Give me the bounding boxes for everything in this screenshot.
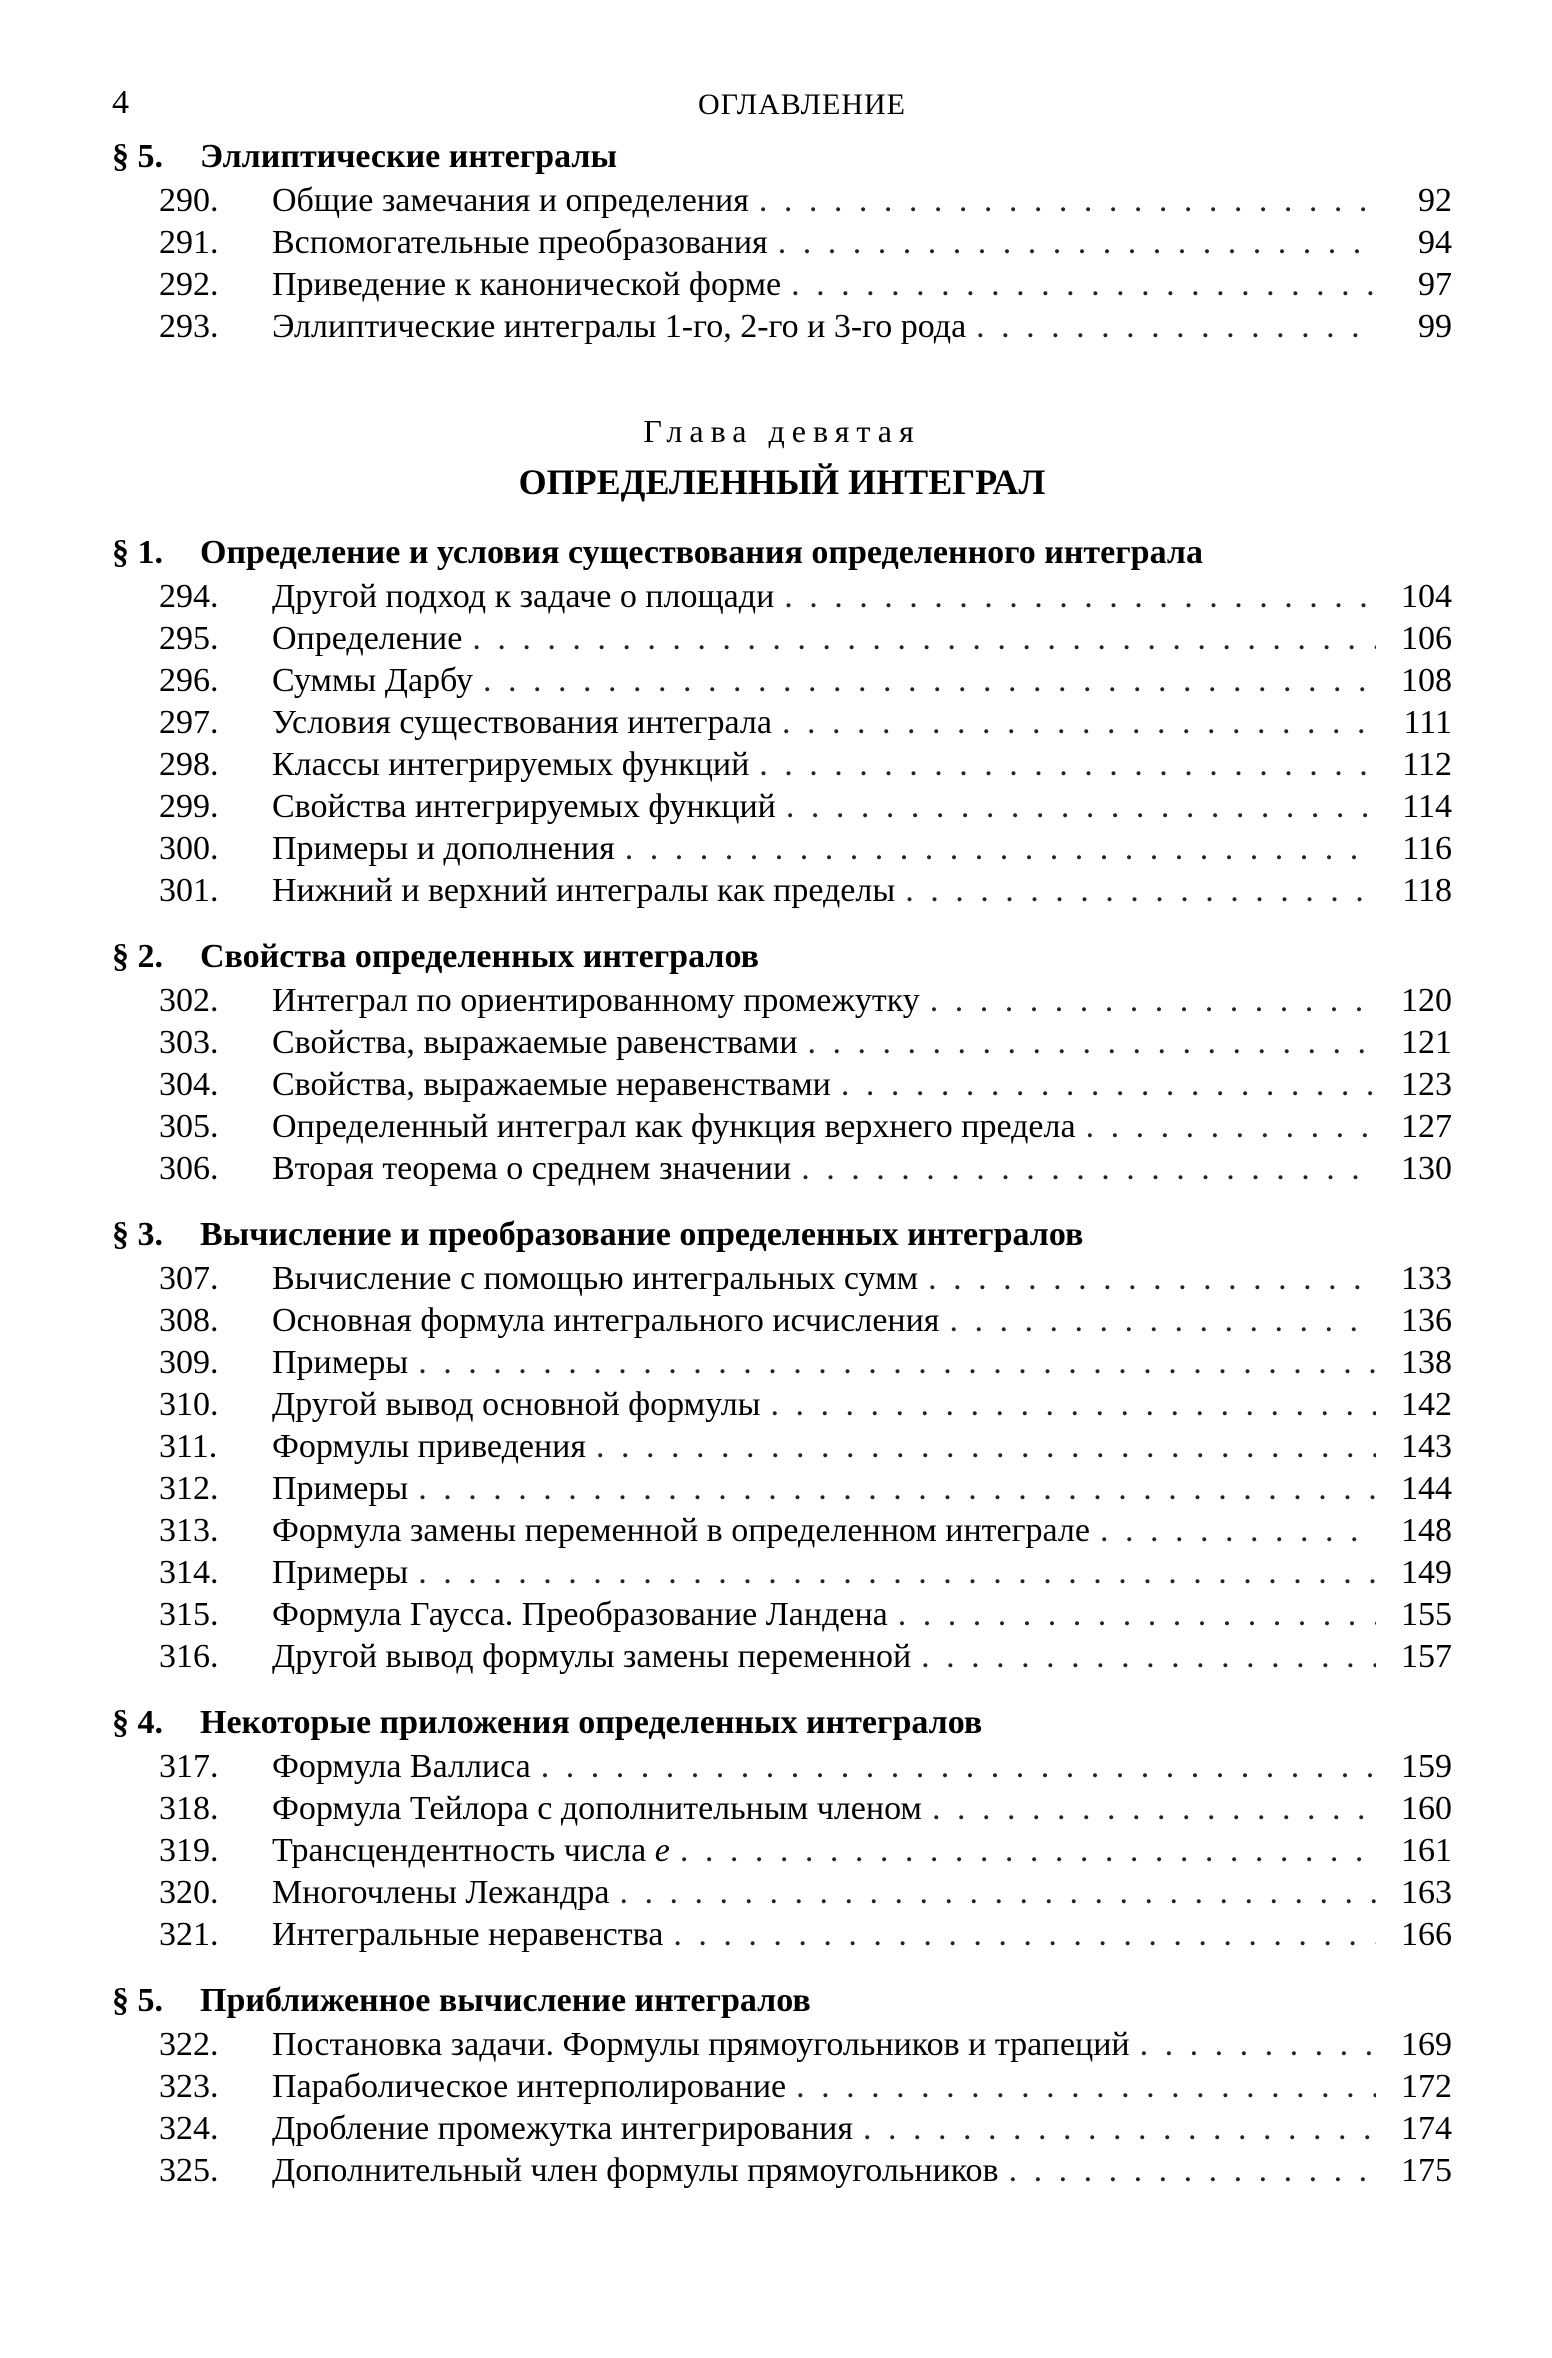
entry-title: [272, 660, 473, 702]
chapter-title: ОПРЕДЕЛЕННЫЙ ИНТЕГРАЛ: [518, 462, 1046, 502]
toc-entry[interactable]: [112, 1788, 1452, 1830]
entry-title: [272, 1148, 791, 1190]
entry-page-number: 127: [1401, 1108, 1452, 1145]
toc-entry[interactable]: [112, 222, 1452, 264]
toc-entry[interactable]: [112, 1426, 1452, 1468]
dot-leader: [759, 744, 1376, 786]
entry-title: [272, 744, 749, 786]
entry-page-number: 112: [1402, 746, 1452, 783]
sections-before-chapter: [112, 134, 1452, 348]
dot-leader: [791, 264, 1376, 306]
entry-title: [272, 1426, 586, 1468]
toc-entry[interactable]: [112, 1636, 1452, 1678]
toc-entry-list: [112, 1746, 1452, 1956]
entry-title: [272, 1022, 798, 1064]
entry-title: [272, 2024, 1130, 2066]
toc-entry[interactable]: [112, 1106, 1452, 1148]
entry-title-text: Другой вывод основной формулы: [272, 1386, 761, 1423]
section-number: § 1.: [112, 534, 163, 571]
toc-entry[interactable]: [112, 576, 1452, 618]
toc-entry[interactable]: [112, 1872, 1452, 1914]
entry-title: [272, 1342, 408, 1384]
section-heading[interactable]: [112, 530, 1452, 576]
entry-title-text: Вычисление с помощью интегральных сумм: [272, 1260, 919, 1297]
entry-page-number: 155: [1401, 1596, 1452, 1633]
entry-page-number: 160: [1401, 1790, 1452, 1827]
entry-page-number: 157: [1401, 1638, 1452, 1675]
toc-entry[interactable]: [112, 2066, 1452, 2108]
entry-title-text: Формула Валлиса: [272, 1748, 531, 1785]
entry-number: 302.: [159, 982, 219, 1019]
entry-page-number: 97: [1418, 266, 1452, 303]
entry-number: 293.: [159, 308, 219, 345]
entry-title-text: Параболическое интерполирование: [272, 2068, 787, 2105]
dot-leader: [782, 702, 1376, 744]
entry-title-italic: e: [654, 1832, 670, 1869]
dot-leader: [541, 1746, 1376, 1788]
entry-title-text: Другой вывод формулы замены переменной: [272, 1638, 912, 1675]
toc-entry-list: [112, 2024, 1452, 2192]
entry-number: 311.: [159, 1428, 218, 1465]
entry-title: [272, 786, 776, 828]
dot-leader: [472, 618, 1376, 660]
toc-entry[interactable]: [112, 1300, 1452, 1342]
toc-section: [112, 1978, 1452, 2192]
toc-section: [112, 530, 1452, 912]
toc-entry[interactable]: [112, 1148, 1452, 1190]
dot-leader: [673, 1914, 1376, 1956]
toc-entry[interactable]: [112, 306, 1452, 348]
entry-title-text: Определенный интеграл как функция верхнего предела: [272, 1108, 1076, 1145]
toc-entry[interactable]: [112, 618, 1452, 660]
dot-leader: [841, 1064, 1376, 1106]
entry-title-text: Классы интегрируемых функций: [272, 746, 750, 783]
dot-leader: [680, 1830, 1376, 1872]
entry-title: [272, 828, 615, 870]
entry-number: 314.: [159, 1554, 219, 1591]
page-number: 4: [112, 84, 129, 121]
entry-title-text: Свойства, выражаемые неравенствами: [272, 1066, 831, 1103]
section-title: Вычисление и преобразование определенных интегралов: [200, 1216, 1084, 1253]
entry-number: 306.: [159, 1150, 219, 1187]
entry-title-text: Нижний и верхний интегралы как пределы: [272, 872, 896, 909]
entry-title: [272, 306, 966, 348]
entry-page-number: 172: [1401, 2068, 1452, 2105]
toc-entry[interactable]: [112, 180, 1452, 222]
entry-page-number: 116: [1402, 830, 1452, 867]
dot-leader: [625, 828, 1376, 870]
section-number: § 2.: [112, 938, 163, 975]
toc-entry[interactable]: [112, 1342, 1452, 1384]
entry-page-number: 130: [1401, 1150, 1452, 1187]
chapter-sections: [112, 530, 1452, 2192]
entry-number: 297.: [159, 704, 219, 741]
entry-title: [272, 1914, 663, 1956]
chapter-heading: [112, 408, 1452, 510]
dot-leader: [1086, 1106, 1376, 1148]
toc-entry[interactable]: [112, 1746, 1452, 1788]
dot-leader: [921, 1636, 1376, 1678]
entry-title-text: Примеры: [272, 1344, 409, 1381]
entry-number: 292.: [159, 266, 219, 303]
dot-leader: [1100, 1510, 1376, 1552]
entry-title-text: Вторая теорема о среднем значении: [272, 1150, 792, 1187]
toc-entry[interactable]: [112, 2108, 1452, 2150]
entry-number: 296.: [159, 662, 219, 699]
entry-page-number: 159: [1401, 1748, 1452, 1785]
entry-title-text: Примеры: [272, 1554, 409, 1591]
entry-title-text: Дробление промежутка интегрирования: [272, 2110, 853, 2147]
dot-leader: [796, 2066, 1376, 2108]
dot-leader: [619, 1872, 1376, 1914]
entry-title-text: Основная формула интегрального исчисления: [272, 1302, 940, 1339]
entry-title-text: Примеры: [272, 1470, 409, 1507]
entry-number: 298.: [159, 746, 219, 783]
section-heading[interactable]: [112, 1978, 1452, 2024]
entry-title-text: Интегральные неравенства: [272, 1916, 664, 1953]
section-heading[interactable]: [112, 134, 1452, 180]
toc-section: [112, 1700, 1452, 1956]
entry-number: 318.: [159, 1790, 219, 1827]
entry-number: 325.: [159, 2152, 219, 2189]
entry-number: 300.: [159, 830, 219, 867]
toc-entry[interactable]: [112, 828, 1452, 870]
dot-leader: [928, 1258, 1376, 1300]
toc-section: [112, 1212, 1452, 1678]
entry-page-number: 106: [1401, 620, 1452, 657]
entry-title: [272, 1788, 922, 1830]
entry-title-text: Многочлены Лежандра: [272, 1874, 610, 1911]
entry-title: [272, 702, 772, 744]
entry-number: 321.: [159, 1916, 219, 1953]
entry-page-number: 118: [1402, 872, 1452, 909]
entry-page-number: 161: [1401, 1832, 1452, 1869]
entry-page-number: 166: [1401, 1916, 1452, 1953]
entry-title-text: Условия существования интеграла: [272, 704, 772, 741]
page-header: [112, 84, 1452, 134]
entry-number: 316.: [159, 1638, 219, 1675]
dot-leader: [483, 660, 1376, 702]
entry-number: 317.: [159, 1748, 219, 1785]
entry-page-number: 163: [1401, 1874, 1452, 1911]
section-title: Некоторые приложения определенных интегралов: [200, 1704, 983, 1741]
dot-leader: [905, 870, 1376, 912]
dot-leader: [949, 1300, 1376, 1342]
dot-leader: [863, 2108, 1376, 2150]
dot-leader: [786, 786, 1376, 828]
entry-title: [272, 2066, 786, 2108]
dot-leader: [932, 1788, 1376, 1830]
entry-page-number: 136: [1401, 1302, 1452, 1339]
dot-leader: [898, 1594, 1376, 1636]
entry-number: 320.: [159, 1874, 219, 1911]
entry-title-text: Формулы приведения: [272, 1428, 586, 1465]
entry-number: 308.: [159, 1302, 219, 1339]
toc-entry[interactable]: [112, 702, 1452, 744]
dot-leader: [759, 180, 1376, 222]
dot-leader: [771, 1384, 1376, 1426]
entry-number: 305.: [159, 1108, 219, 1145]
toc-entry[interactable]: [112, 1552, 1452, 1594]
entry-title-text: Дополнительный член формулы прямоугольников: [272, 2152, 999, 2189]
entry-title: [272, 264, 781, 306]
entry-page-number: 175: [1401, 2152, 1452, 2189]
section-number: § 3.: [112, 1216, 163, 1253]
toc-entry[interactable]: [112, 1064, 1452, 1106]
entry-title: [272, 222, 768, 264]
toc-page: [112, 84, 1452, 2214]
dot-leader: [1009, 2150, 1376, 2192]
dot-leader: [930, 980, 1376, 1022]
dot-leader: [778, 222, 1376, 264]
entry-page-number: 148: [1401, 1512, 1452, 1549]
toc-entry[interactable]: [112, 1468, 1452, 1510]
entry-title-text: Эллиптические интегралы 1-го, 2-го и 3-го рода: [272, 308, 967, 345]
entry-title: [272, 1830, 670, 1872]
dot-leader: [418, 1552, 1376, 1594]
entry-page-number: 111: [1403, 704, 1452, 741]
toc-entry-list: [112, 180, 1452, 348]
entry-number: 313.: [159, 1512, 219, 1549]
entry-title: [272, 1064, 831, 1106]
entry-page-number: 92: [1418, 182, 1452, 219]
entry-title-text: Приведение к канонической форме: [272, 266, 782, 303]
section-number: § 5.: [112, 138, 163, 175]
entry-page-number: 149: [1401, 1554, 1452, 1591]
entry-page-number: 121: [1401, 1024, 1452, 1061]
toc-entry-list: [112, 1258, 1452, 1678]
dot-leader: [976, 306, 1376, 348]
entry-title-text: Интеграл по ориентированному промежутку: [272, 982, 920, 1019]
section-heading[interactable]: [112, 1700, 1452, 1746]
section-title: Приближенное вычисление интегралов: [200, 1982, 811, 2019]
entry-page-number: 142: [1401, 1386, 1452, 1423]
section-heading[interactable]: [112, 1212, 1452, 1258]
entry-title: [272, 1746, 531, 1788]
entry-title-text: Общие замечания и определения: [272, 182, 749, 219]
entry-page-number: 120: [1401, 982, 1452, 1019]
section-title: Эллиптические интегралы: [200, 138, 618, 175]
entry-title: [272, 1594, 888, 1636]
entry-page-number: 104: [1401, 578, 1452, 615]
entry-number: 301.: [159, 872, 219, 909]
toc-entry[interactable]: [112, 786, 1452, 828]
dot-leader: [418, 1342, 1376, 1384]
entry-title: [272, 1300, 939, 1342]
entry-page-number: 143: [1401, 1428, 1452, 1465]
entry-title-text: Другой подход к задаче о площади: [272, 578, 775, 615]
dot-leader: [418, 1468, 1376, 1510]
toc-entry[interactable]: [112, 1258, 1452, 1300]
toc-entry-list: [112, 576, 1452, 912]
entry-title: [272, 2150, 999, 2192]
entry-title: [272, 1510, 1090, 1552]
entry-number: 295.: [159, 620, 219, 657]
toc-entry[interactable]: [112, 660, 1452, 702]
section-title: Определение и условия существования определенного интеграла: [200, 534, 1203, 571]
entry-number: 322.: [159, 2026, 219, 2063]
section-number: § 4.: [112, 1704, 163, 1741]
entry-number: 307.: [159, 1260, 219, 1297]
entry-title: [272, 1384, 761, 1426]
entry-title-text: Примеры и дополнения: [272, 830, 615, 867]
entry-title: [272, 576, 774, 618]
entry-number: 323.: [159, 2068, 219, 2105]
toc-entry[interactable]: [112, 980, 1452, 1022]
toc-entry[interactable]: [112, 2024, 1452, 2066]
dot-leader: [596, 1426, 1376, 1468]
entry-number: 324.: [159, 2110, 219, 2147]
entry-title-text: Формула замены переменной в определенном интеграле: [272, 1512, 1090, 1549]
entry-title-text: Формула Тейлора с дополнительным членом: [272, 1790, 922, 1827]
entry-title: [272, 1552, 408, 1594]
entry-page-number: 169: [1401, 2026, 1452, 2063]
entry-number: 291.: [159, 224, 219, 261]
entry-title-text: Формула Гаусса. Преобразование Ландена: [272, 1596, 888, 1633]
entry-number: 299.: [159, 788, 219, 825]
toc-entry[interactable]: [112, 1914, 1452, 1956]
toc-entry[interactable]: [112, 264, 1452, 306]
entry-title: [272, 1468, 408, 1510]
entry-page-number: 114: [1402, 788, 1452, 825]
entry-title: [272, 980, 920, 1022]
section-number: § 5.: [112, 1982, 163, 2019]
entry-page-number: 123: [1401, 1066, 1452, 1103]
entry-number: 319.: [159, 1832, 219, 1869]
entry-number: 315.: [159, 1596, 219, 1633]
entry-title: [272, 180, 749, 222]
entry-number: 290.: [159, 182, 219, 219]
entry-title-text: Вспомогательные преобразования: [272, 224, 768, 261]
entry-title: [272, 2108, 853, 2150]
dot-leader: [801, 1148, 1376, 1190]
entry-title-text: Постановка задачи. Формулы прямоугольников и трапеций: [272, 2026, 1130, 2063]
entry-number: 304.: [159, 1066, 219, 1103]
entry-number: 294.: [159, 578, 219, 615]
entry-number: 312.: [159, 1470, 219, 1507]
section-title: Свойства определенных интегралов: [200, 938, 759, 975]
chapter-label: Глава девятая: [643, 413, 921, 449]
entry-page-number: 138: [1401, 1344, 1452, 1381]
toc-entry[interactable]: [112, 1830, 1452, 1872]
entry-page-number: 133: [1401, 1260, 1452, 1297]
entry-title-text: Определение: [272, 620, 463, 657]
entry-title-text: Трансцендентность числа: [272, 1832, 647, 1869]
entry-title: [272, 1106, 1076, 1148]
entry-title: [272, 1258, 918, 1300]
entry-title: [272, 1872, 609, 1914]
entry-page-number: 99: [1418, 308, 1452, 345]
entry-title: [272, 618, 462, 660]
toc-entry-list: [112, 980, 1452, 1190]
entry-title-text: Свойства, выражаемые равенствами: [272, 1024, 798, 1061]
toc-entry[interactable]: [112, 1510, 1452, 1552]
entry-page-number: 108: [1401, 662, 1452, 699]
toc-entry[interactable]: [112, 1384, 1452, 1426]
toc-entry[interactable]: [112, 2150, 1452, 2192]
dot-leader: [784, 576, 1376, 618]
entry-number: 303.: [159, 1024, 219, 1061]
entry-number: 310.: [159, 1386, 219, 1423]
dot-leader: [808, 1022, 1376, 1064]
section-heading[interactable]: [112, 934, 1452, 980]
toc-section: [112, 134, 1452, 348]
toc-entry[interactable]: [112, 744, 1452, 786]
entry-page-number: 174: [1401, 2110, 1452, 2147]
toc-entry[interactable]: [112, 1594, 1452, 1636]
entry-page-number: 144: [1401, 1470, 1452, 1507]
entry-title-text: Свойства интегрируемых функций: [272, 788, 776, 825]
entry-title: [272, 870, 895, 912]
entry-page-number: 94: [1418, 224, 1452, 261]
entry-number: 309.: [159, 1344, 219, 1381]
entry-title: [272, 1636, 911, 1678]
running-title: ОГЛАВЛЕНИЕ: [698, 88, 906, 121]
toc-entry[interactable]: [112, 870, 1452, 912]
toc-section: [112, 934, 1452, 1190]
dot-leader: [1140, 2024, 1376, 2066]
toc-entry[interactable]: [112, 1022, 1452, 1064]
entry-title-text: Суммы Дарбу: [272, 662, 474, 699]
